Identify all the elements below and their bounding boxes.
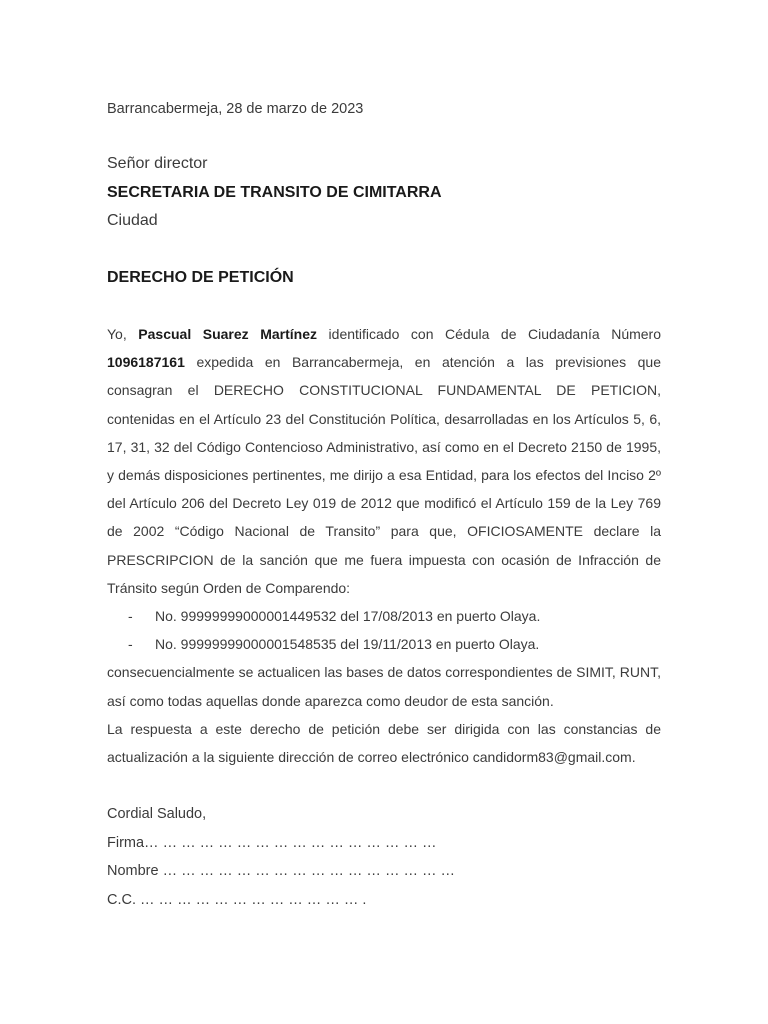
violation-text: No. 99999999000001449532 del 17/08/2013 en puerto Olaya.: [155, 608, 541, 625]
list-item: [107, 630, 661, 658]
petitioner-name: Pascual Suarez Martínez: [138, 326, 317, 342]
violation-text: No. 99999999000001548535 del 19/11/2013 en puerto Olaya.: [155, 636, 540, 653]
nombre-line: Nombre … … … … … … … … … … … … … … … …: [107, 863, 456, 879]
list-item: [107, 602, 661, 630]
letter-body: [107, 320, 661, 771]
closing: Cordial Saludo,: [107, 806, 207, 822]
id-number: 1096187161: [107, 354, 185, 371]
firma-line: Firma… … … … … … … … … … … … … … … …: [107, 834, 437, 851]
list-dash: -: [128, 608, 133, 625]
intro-pre: Yo,: [107, 326, 139, 342]
list-dash: -: [128, 636, 133, 653]
letter-date: Barrancabermeja, 28 de marzo de 2023: [107, 101, 364, 117]
intro-paragraph: [107, 320, 661, 602]
after-list-paragraph: consecuencialmente se actualicen las bases de datos correspondientes de SIMIT, RUNT, así como todas aquellas donde aparezca como deudor de esta sanción.: [107, 664, 661, 709]
intro-mid: identificado con Cédula de Ciudadanía Número: [317, 326, 661, 342]
recipient: SECRETARIA DE TRANSITO DE CIMITARRA: [107, 184, 442, 201]
violations-list: [107, 602, 661, 658]
signature-block: [107, 800, 455, 914]
salutation: Señor director: [107, 155, 208, 172]
letter-subject: DERECHO DE PETICIÓN: [107, 269, 294, 286]
cc-line: C.C. … … … … … … … … … … … … .: [107, 891, 367, 908]
response-paragraph: La respuesta a este derecho de petición debe ser dirigida con las constancias de actualización a la siguiente dirección de correo electrónico candidorm83@gmail.com.: [107, 720, 661, 766]
recipient-city: Ciudad: [107, 212, 158, 229]
intro-body: expedida en Barrancabermeja, en atención a las previsiones que consagran el DERECHO CONSTITUCIONAL FUNDAMENTAL DE PETICION, contenidas en el Artículo 23 del Constitución Política, desarrolladas en los Artículos 5, 6, 17, 31, 32 del Código Contencioso Administrativo, así como en el Decreto 2150 de 1995, y demás disposiciones pertinentes, me dirijo a esa Entidad, para los efectos del Inciso 2º del Artículo 206 del Decreto Ley 019 de 2012 que modificó el Artículo 159 de la Ley 769 de 2002 “Código Nacional de Transito” para que, OFICIOSAMENTE declare la PRESCRIPCION de la sanción que me fuera impuesta con ocasión de Infracción de Tránsito según Orden de Comparendo:: [107, 354, 661, 596]
